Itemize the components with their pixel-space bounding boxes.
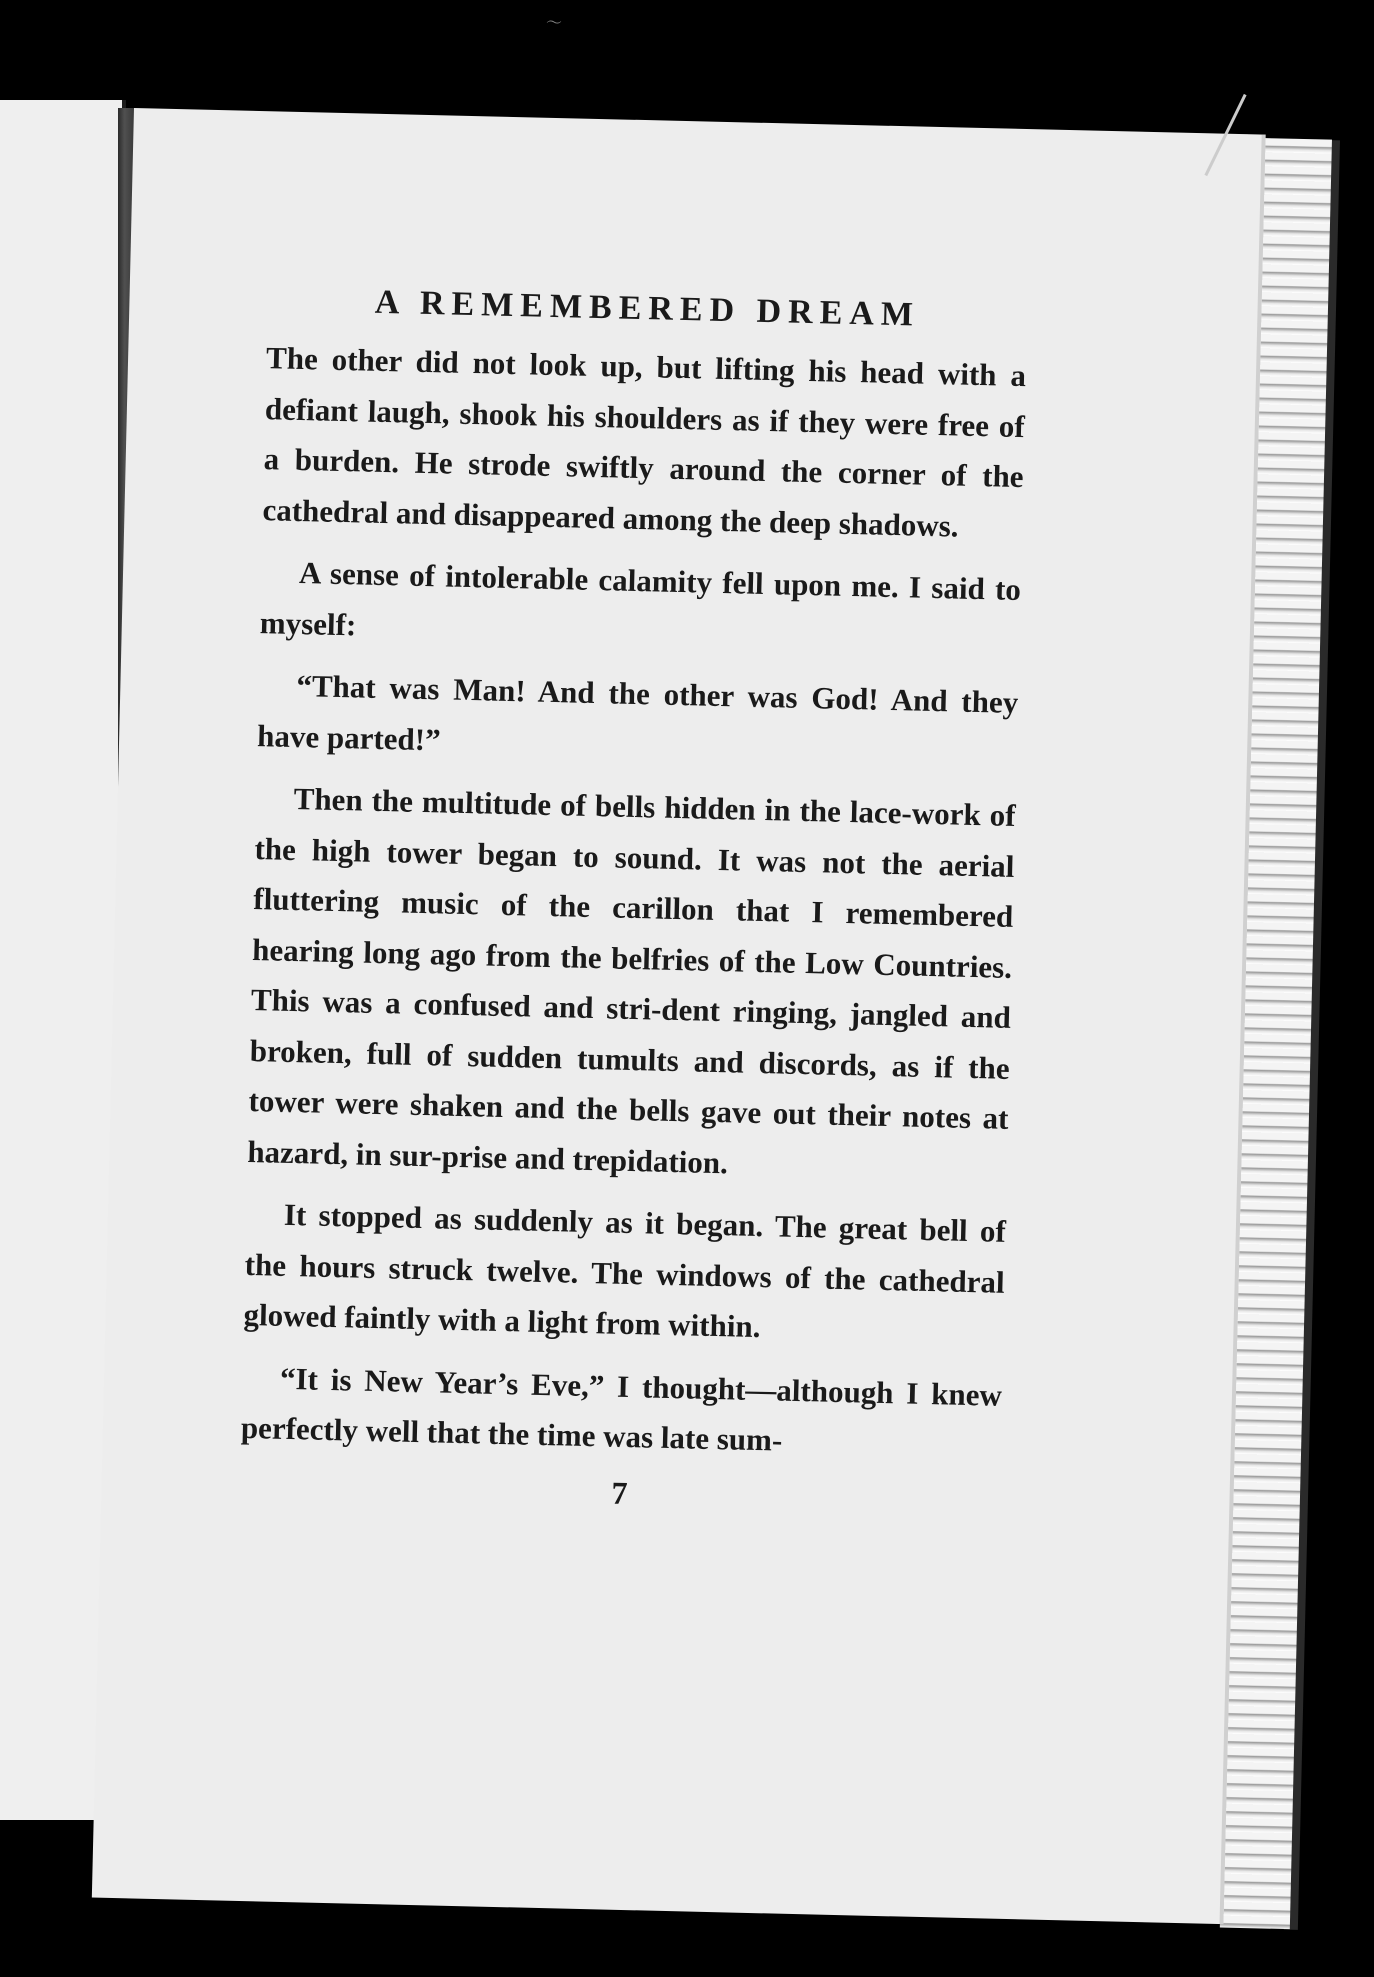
running-head: A REMEMBERED DREAM [374, 283, 921, 334]
paragraph-1: The other did not look up, but lifting his head with a defiant laugh, shook his shoulders as if they were free of a burden. He strode swiftly around the corner of the cathedral and disappeared among the deep shadows. [262, 340, 1027, 544]
paragraph-6: “It is New Year’s Eve,” I thought—although I knew perfectly well that the time was late sum- [240, 1360, 1003, 1458]
paragraph-4: Then the multitude of bells hidden in the lace-work of the high tower began to sound. It was not the aerial fluttering music of the carillon that I remembered hearing long ago from the belfries of the Low Countries. This was a confused and stri-dent ringing, jangled and broken, full of sudden tumults and discords, as if the tower were shaken and the bells gave out their notes at hazard, in sur-prise and trepidation. [247, 780, 1016, 1180]
scan-speck-mark: 〜 [546, 13, 563, 32]
page-number: 7 [611, 1474, 628, 1511]
page-text-block [239, 281, 1028, 1520]
paragraph-2: A sense of intolerable calamity fell upon me. I said to myself: [259, 555, 1022, 642]
paragraph-5: It stopped as suddenly as it began. The great bell of the hours struck twelve. The windows of the cathedral glowed faintly with a light from within. [243, 1196, 1007, 1345]
paragraph-3: “That was Man! And the other was God! And they have parted!” [256, 667, 1019, 757]
book-page [92, 108, 1266, 1924]
